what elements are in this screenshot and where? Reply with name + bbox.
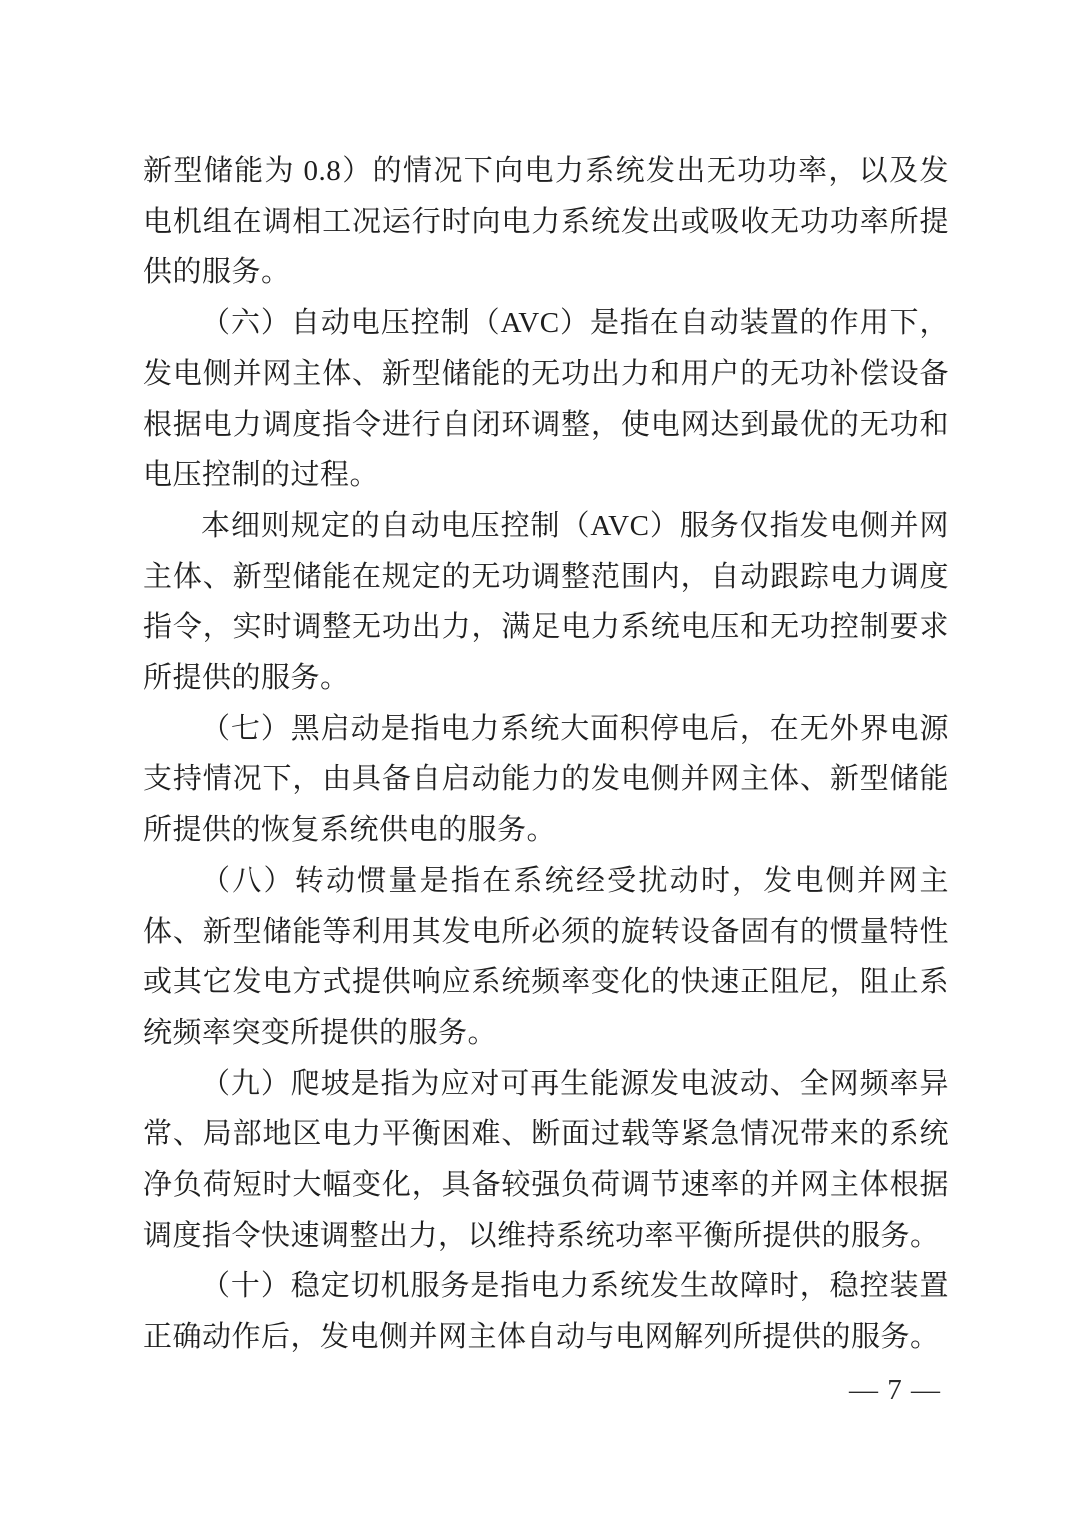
- paragraph-item-6-avc-definition: （六）自动电压控制（AVC）是指在自动装置的作用下，发电侧并网主体、新型储能的无功出力和用户的无功补偿设备根据电力调度指令进行自闭环调整，使电网达到最优的无功和电压控制的过程。: [143, 307, 949, 492]
- paragraph-item-9-ramping: （九）爬坡是指为应对可再生能源发电波动、全网频率异常、局部地区电力平衡困难、断面过载等紧急情况带来的系统净负荷短时大幅变化，具备较强负荷调节速率的并网主体根据调度指令快速调整出力，以维持系统功率平衡所提供的服务。: [143, 1067, 949, 1252]
- page-number: — 7 —: [849, 1374, 941, 1406]
- paragraph-item-7-black-start: （七）黑启动是指电力系统大面积停电后，在无外界电源支持情况下，由具备自启动能力的发电侧并网主体、新型储能所提供的恢复系统供电的服务。: [143, 712, 949, 847]
- paragraph-continuation: 新型储能为 0.8）的情况下向电力系统发出无功功率，以及发电机组在调相工况运行时向电力系统发出或吸收无功功率所提供的服务。: [143, 155, 949, 289]
- document-body: [143, 146, 949, 1363]
- paragraph-item-10-stability-trip: （十）稳定切机服务是指电力系统发生故障时，稳控装置正确动作后，发电侧并网主体自动与电网解列所提供的服务。: [143, 1270, 949, 1354]
- paragraph-item-8-rotational-inertia: （八）转动惯量是指在系统经受扰动时，发电侧并网主体、新型储能等利用其发电所必须的旋转设备固有的惯量特性或其它发电方式提供响应系统频率变化的快速正阻尼，阻止系统频率突变所提供的服务。: [143, 864, 949, 1049]
- paragraph-avc-service-scope: 本细则规定的自动电压控制（AVC）服务仅指发电侧并网主体、新型储能在规定的无功调整范围内，自动跟踪电力调度指令，实时调整无功出力，满足电力系统电压和无功控制要求所提供的服务。: [143, 509, 949, 695]
